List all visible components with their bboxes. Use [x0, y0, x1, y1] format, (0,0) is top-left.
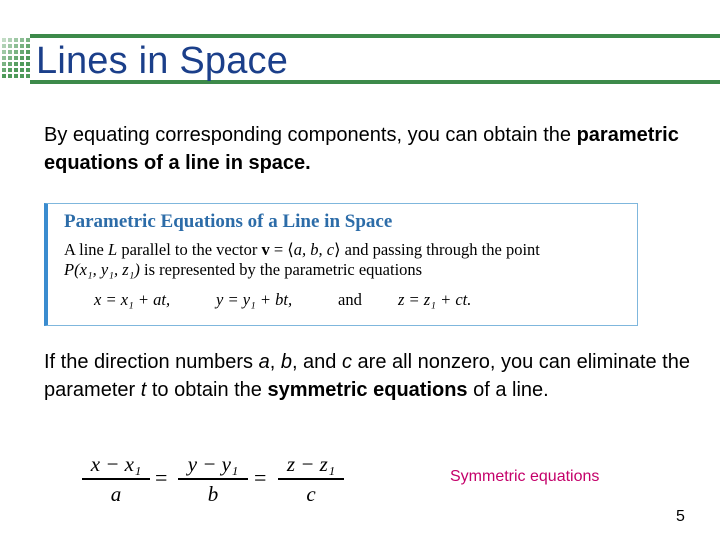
- box-vector-v: v: [261, 240, 270, 259]
- numerator-z: z − z₁: [286, 452, 336, 476]
- symmetric-bold-text: symmetric equations: [267, 379, 468, 401]
- para-text: If the direction numbers: [44, 351, 259, 373]
- equation-z: z = z₁ + ct.: [398, 290, 472, 309]
- var-b: b: [280, 351, 292, 373]
- denominator-b: b: [207, 481, 219, 506]
- intro-bold-text: parametric equations of a line in space.: [44, 124, 679, 174]
- equals-sign: =: [254, 465, 267, 490]
- intro-paragraph: [44, 121, 704, 177]
- slide-title: Lines in Space: [36, 40, 289, 82]
- intro-text: By equating corresponding components, you can obtain the: [44, 124, 577, 146]
- page-number: 5: [676, 508, 685, 525]
- box-line-1: [64, 240, 540, 260]
- box-point-coords: (x₁, y₁, z₁): [74, 260, 140, 279]
- box-text: = ⟨: [269, 240, 294, 259]
- para-text: ,: [269, 351, 281, 373]
- para-text: are all nonzero, you can eliminate the parameter: [44, 351, 690, 401]
- para-text: to obtain the: [146, 379, 268, 401]
- para-text: , and: [291, 351, 342, 373]
- equals-sign: =: [155, 465, 168, 490]
- box-var-L: L: [108, 240, 118, 259]
- box-title: Parametric Equations of a Line in Space: [64, 211, 393, 232]
- header-top-rule: [30, 34, 720, 38]
- denominator-c: c: [306, 481, 316, 506]
- fraction-x: [82, 452, 150, 506]
- var-a: a: [258, 351, 270, 373]
- box-text: A line: [64, 240, 108, 259]
- box-text: parallel to the vector: [117, 240, 262, 259]
- var-c: c: [341, 351, 352, 373]
- equation-x: x = x₁ + at,: [94, 290, 171, 309]
- box-components: a, b, c: [293, 240, 335, 259]
- fraction-y: [178, 452, 248, 506]
- numerator-y: y − y₁: [187, 452, 239, 476]
- symmetric-equations-label: Symmetric equations: [450, 468, 600, 485]
- equation-y: y = y₁ + bt,: [216, 290, 293, 309]
- parametric-equations-box: [44, 203, 638, 326]
- box-text: is represented by the parametric equations: [139, 260, 423, 279]
- box-line-2: [64, 260, 422, 280]
- symmetric-paragraph: [44, 348, 704, 404]
- equation-and: and: [338, 290, 362, 309]
- var-t: t: [140, 379, 147, 401]
- denominator-a: a: [110, 481, 122, 506]
- fraction-z: [278, 452, 344, 506]
- para-text: of a line.: [467, 379, 549, 401]
- box-point-P: P: [64, 260, 75, 279]
- box-text: ⟩ and passing through the point: [334, 240, 540, 259]
- numerator-x: x − x₁: [90, 452, 142, 476]
